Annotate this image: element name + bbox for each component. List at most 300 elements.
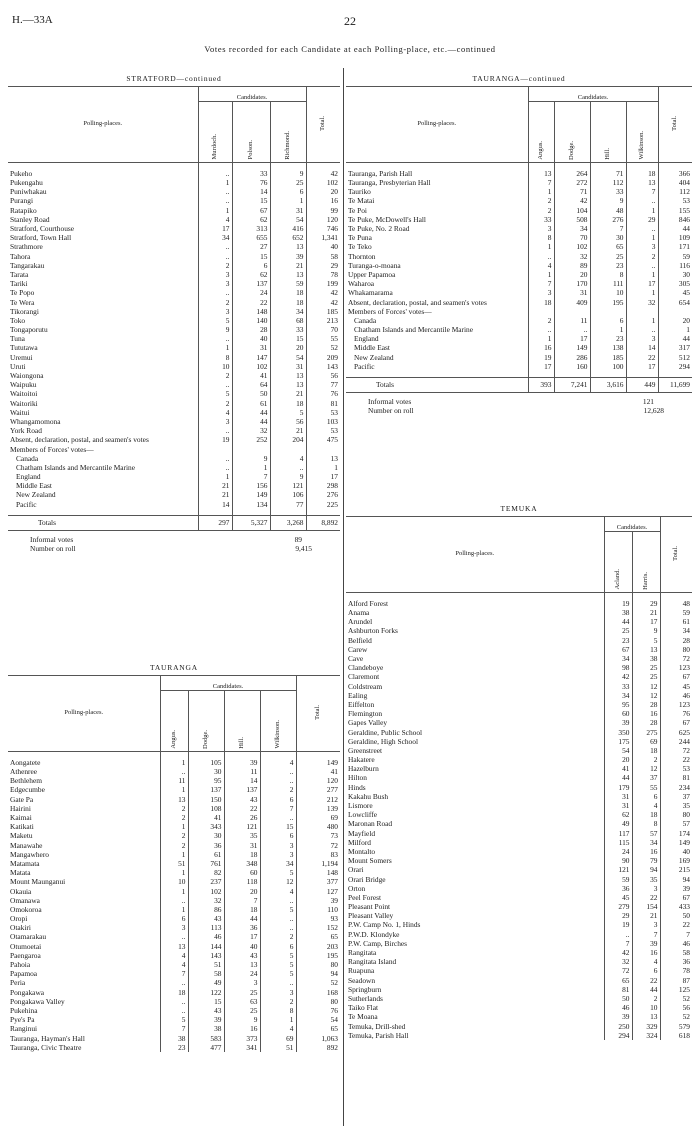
vote-count: 41 — [232, 371, 270, 380]
vote-count: 16 — [632, 847, 660, 856]
on-roll-value: 9,415 — [295, 544, 312, 554]
table-row — [8, 344, 340, 353]
polling-place-name: Te Teko — [348, 242, 372, 252]
row-total: 746 — [306, 224, 340, 233]
row-total: 120 — [296, 776, 340, 785]
polling-place-name: Katikati — [10, 822, 34, 832]
polling-place-name: Turanga-o-moana — [348, 260, 401, 270]
polling-place-name: Hilton — [348, 773, 367, 783]
vote-count: 286 — [554, 353, 590, 362]
row-total: 93 — [296, 914, 340, 923]
row-total: 475 — [306, 435, 340, 444]
vote-count: 1 — [626, 233, 658, 242]
vote-count: .. — [160, 1006, 188, 1015]
vote-count: 22 — [626, 353, 658, 362]
vote-count: 34 — [270, 307, 306, 316]
vote-count: 12 — [260, 877, 296, 886]
vote-count: 62 — [232, 215, 270, 224]
table-row — [8, 850, 340, 859]
table-row — [8, 914, 340, 923]
vote-count: 3 — [260, 850, 296, 859]
vote-count: 6 — [260, 832, 296, 841]
vote-count: .. — [260, 923, 296, 932]
polling-places-header: Polling-places. — [346, 517, 604, 593]
row-total: 53 — [658, 197, 692, 206]
vote-count: 18 — [270, 298, 306, 307]
polling-place-name: Mangawhero — [10, 849, 49, 859]
row-total: 1,063 — [296, 1034, 340, 1043]
vote-count — [528, 307, 554, 316]
vote-count: 7 — [626, 187, 658, 196]
row-total: 169 — [660, 856, 692, 865]
table-row — [8, 951, 340, 960]
vote-count: 13 — [270, 243, 306, 252]
vote-count: 33 — [528, 215, 554, 224]
polling-place-name: Hazelburn — [348, 764, 379, 774]
vote-count: 1 — [528, 270, 554, 279]
polling-place-name: Ealing — [348, 690, 368, 700]
row-total: 433 — [660, 902, 692, 911]
page-header — [12, 14, 688, 30]
table-row — [8, 408, 340, 417]
vote-count: 19 — [198, 435, 232, 444]
table-row — [346, 353, 692, 362]
vote-count: 17 — [528, 362, 554, 371]
vote-count: 94 — [632, 865, 660, 874]
polling-place-name: Mount Maunganui — [10, 877, 66, 887]
totals-label: Totals — [8, 515, 198, 530]
vote-count: 655 — [232, 233, 270, 242]
vote-count: 2 — [528, 316, 554, 325]
vote-count: 38 — [604, 608, 632, 617]
vote-count: 31 — [270, 206, 306, 215]
polling-place-name: Waitoitoi — [10, 389, 38, 399]
polling-place-name: Lowcliffe — [348, 810, 378, 820]
vote-count: 15 — [188, 997, 224, 1006]
candidate-name — [590, 102, 626, 163]
candidates-header: Candidates. — [604, 517, 660, 532]
vote-count: 38 — [160, 1034, 188, 1043]
vote-count: 4 — [632, 801, 660, 810]
table-row — [8, 896, 340, 905]
vote-count: 102 — [232, 362, 270, 371]
row-total: 42 — [306, 288, 340, 297]
table-row — [346, 673, 692, 682]
polling-place-name: Omokoroa — [10, 905, 42, 914]
table-row — [346, 829, 692, 838]
vote-count: 1 — [260, 1015, 296, 1024]
polling-place-name: Seadown — [348, 975, 376, 985]
row-total: 123 — [660, 700, 692, 709]
candidate-name — [632, 532, 660, 593]
table-row — [8, 371, 340, 380]
total-value: 7,241 — [554, 378, 590, 393]
vote-count: 30 — [590, 233, 626, 242]
row-total: 80 — [296, 960, 340, 969]
vote-count: 22 — [224, 804, 260, 813]
vote-count: .. — [626, 261, 658, 270]
polling-place-name: Te Popo — [10, 288, 35, 298]
table-row — [346, 902, 692, 911]
vote-count: 8 — [632, 820, 660, 829]
polling-places-header: Polling-places. — [8, 676, 160, 752]
vote-count: 21 — [632, 608, 660, 617]
candidate-label: Richmond. — [283, 130, 291, 160]
vote-count: .. — [198, 454, 232, 463]
polling-place-name: Te Wera — [10, 297, 35, 307]
table-row — [346, 1022, 692, 1031]
table-row — [346, 865, 692, 874]
vote-count: .. — [198, 334, 232, 343]
vote-count: 63 — [224, 997, 260, 1006]
vote-count: 31 — [604, 792, 632, 801]
table-row — [8, 979, 340, 988]
vote-count: 67 — [232, 206, 270, 215]
vote-count: 68 — [270, 316, 306, 325]
vote-count: 54 — [270, 353, 306, 362]
polling-place-name: Tikorangi — [10, 306, 39, 316]
row-total: 20 — [658, 316, 692, 325]
vote-count: 1 — [160, 868, 188, 877]
vote-count: 4 — [260, 887, 296, 896]
polling-place-name: Claremont — [348, 672, 380, 682]
vote-count: 11 — [554, 316, 590, 325]
row-total: 81 — [306, 399, 340, 408]
table-row — [8, 261, 340, 270]
polling-place-name: Edgecumbe — [10, 785, 45, 795]
vote-count: .. — [198, 169, 232, 178]
vote-count: 111 — [590, 279, 626, 288]
vote-count: 121 — [604, 865, 632, 874]
vote-count: 156 — [232, 481, 270, 490]
row-total: 55 — [306, 334, 340, 343]
vote-count — [626, 307, 658, 316]
polling-place-name: Temuka, Parish Hall — [348, 1030, 409, 1040]
polling-place-name: England — [16, 472, 41, 482]
vote-count: 62 — [232, 270, 270, 279]
polling-place-name: Tongaporutu — [10, 325, 48, 335]
table-row — [8, 279, 340, 288]
table-row — [8, 472, 340, 481]
vote-count: 17 — [632, 617, 660, 626]
vote-count: 102 — [554, 243, 590, 252]
vote-count: 343 — [188, 822, 224, 831]
vote-count: 44 — [604, 617, 632, 626]
vote-count: 86 — [188, 905, 224, 914]
vote-count: 35 — [632, 875, 660, 884]
vote-count: 15 — [260, 822, 296, 831]
vote-count: 31 — [270, 362, 306, 371]
vote-count: 3 — [632, 921, 660, 930]
row-total: 404 — [658, 178, 692, 187]
vote-count: 122 — [188, 988, 224, 997]
table-row — [346, 847, 692, 856]
vote-count: 373 — [224, 1034, 260, 1043]
vote-count: 477 — [188, 1043, 224, 1052]
vote-count: 4 — [198, 215, 232, 224]
vote-count: 72 — [604, 967, 632, 976]
vote-count: 10 — [632, 1003, 660, 1012]
table-row — [8, 252, 340, 261]
table-row — [346, 801, 692, 810]
number-on-roll-row — [346, 406, 692, 415]
vote-count: .. — [198, 197, 232, 206]
polling-place-name: Tauranga, Civic Theatre — [10, 1042, 82, 1052]
table-row — [346, 700, 692, 709]
vote-count: .. — [198, 252, 232, 261]
vote-count: 65 — [604, 976, 632, 985]
vote-count: 59 — [270, 279, 306, 288]
polling-place-name: Te Puna — [348, 233, 372, 243]
polling-place-name: Mayfield — [348, 828, 376, 838]
table-row — [346, 663, 692, 672]
polling-place-name: Peel Forest — [348, 893, 382, 902]
vote-count: 31 — [232, 344, 270, 353]
polling-place-name: Rangitata Island — [348, 957, 397, 967]
vote-count: 21 — [198, 491, 232, 500]
vote-count: 11 — [224, 767, 260, 776]
vote-count: 65 — [590, 243, 626, 252]
polling-place-name: Paengaroa — [10, 950, 41, 960]
vote-count: 8 — [590, 270, 626, 279]
vote-count: 56 — [270, 417, 306, 426]
vote-count: 95 — [604, 700, 632, 709]
vote-count: 23 — [160, 1043, 188, 1052]
temuka-table — [346, 516, 692, 1040]
table-row — [8, 445, 340, 454]
vote-count: 34 — [632, 838, 660, 847]
vote-count: 62 — [604, 810, 632, 819]
row-total: 52 — [660, 994, 692, 1003]
vote-count: 70 — [554, 233, 590, 242]
vote-count: 18 — [270, 399, 306, 408]
vote-count: .. — [198, 288, 232, 297]
vote-count: .. — [160, 979, 188, 988]
total-value: 5,327 — [232, 515, 270, 530]
table-row — [346, 654, 692, 663]
polling-place-name: Ranginui — [10, 1024, 38, 1034]
candidate-name — [626, 102, 658, 163]
row-total: 30 — [658, 270, 692, 279]
vote-count: 13 — [270, 371, 306, 380]
row-total: 109 — [658, 233, 692, 242]
row-total: 139 — [296, 804, 340, 813]
polling-place-name: P.W. Camp No. 1, Hinds — [348, 920, 421, 930]
vote-count: 69 — [632, 737, 660, 746]
row-total: 127 — [296, 887, 340, 896]
total-value: 3,268 — [270, 515, 306, 530]
polling-place-name: Te Puke, No. 2 Road — [348, 224, 410, 234]
vote-count: 1 — [590, 325, 626, 334]
polling-place-name: Alford Forest — [348, 599, 389, 608]
vote-count: 7 — [160, 969, 188, 978]
candidate-label: Dodge. — [567, 140, 575, 160]
vote-count: 14 — [232, 187, 270, 196]
row-total: 42 — [306, 298, 340, 307]
vote-count: 29 — [626, 215, 658, 224]
vote-count: 175 — [604, 737, 632, 746]
vote-count: 138 — [590, 344, 626, 353]
table-row — [8, 969, 340, 978]
polling-place-name: Pye's Pa — [10, 1015, 35, 1025]
vote-count: 16 — [632, 948, 660, 957]
vote-count: 13 — [528, 169, 554, 178]
row-total: 37 — [660, 792, 692, 801]
polling-place-name: Peria — [10, 978, 26, 988]
vote-count: 13 — [626, 178, 658, 187]
polling-place-name: Gapes Valley — [348, 718, 388, 728]
row-total: 77 — [306, 380, 340, 389]
vote-count: 76 — [232, 178, 270, 187]
row-total: 44 — [658, 334, 692, 343]
polling-place-name: Middle East — [354, 343, 390, 353]
table-row — [346, 764, 692, 773]
table-row — [346, 288, 692, 297]
table-row — [346, 307, 692, 316]
informal-value: 89 — [294, 534, 302, 544]
vote-count: 34 — [554, 224, 590, 233]
table-row — [8, 288, 340, 297]
vote-count: 5 — [198, 316, 232, 325]
table-row — [8, 307, 340, 316]
vote-count: 98 — [604, 663, 632, 672]
row-total: 654 — [658, 298, 692, 307]
polling-place-name: Bethlehem — [10, 776, 43, 786]
vote-count: 7 — [590, 224, 626, 233]
table-row — [8, 481, 340, 490]
polling-place-name: Matamata — [10, 859, 40, 868]
vote-count: 51 — [260, 1043, 296, 1052]
vote-count: 3 — [198, 270, 232, 279]
row-total: 305 — [658, 279, 692, 288]
vote-count: 5 — [198, 390, 232, 399]
row-total: 103 — [306, 417, 340, 426]
vote-count: 137 — [188, 786, 224, 795]
row-total: 80 — [296, 997, 340, 1006]
row-total: 53 — [306, 408, 340, 417]
totals-row — [8, 515, 340, 530]
vote-count: 185 — [590, 353, 626, 362]
vote-count: 60 — [224, 868, 260, 877]
vote-count: .. — [160, 933, 188, 942]
vote-count: 137 — [224, 786, 260, 795]
table-row — [8, 224, 340, 233]
polling-place-name: Canada — [354, 316, 377, 325]
table-row — [8, 390, 340, 399]
polling-place-name: Purangi — [10, 196, 33, 206]
vote-count: 29 — [632, 599, 660, 608]
row-total: 276 — [306, 491, 340, 500]
polling-place-name: Absent, declaration, postal, and seamen's votes — [10, 435, 149, 445]
table-row — [346, 682, 692, 691]
vote-count: 350 — [604, 728, 632, 737]
polling-place-name: Papamoa — [10, 969, 38, 979]
candidate-label: Murdoch. — [210, 134, 218, 160]
row-total: 112 — [658, 187, 692, 196]
row-total: 298 — [306, 481, 340, 490]
vote-count: 13 — [270, 380, 306, 389]
row-total: 42 — [306, 169, 340, 178]
row-total: 40 — [306, 243, 340, 252]
vote-count: 28 — [232, 325, 270, 334]
polling-place-name: England — [354, 334, 379, 344]
candidate-label: Angus. — [536, 140, 544, 160]
polling-place-name: Pahoia — [10, 960, 31, 970]
polling-place-name: Stratford, Courthouse — [10, 224, 75, 234]
vote-count: .. — [528, 252, 554, 261]
row-total: 65 — [296, 933, 340, 942]
candidate-label: Dodge. — [201, 729, 209, 749]
polling-place-name: Members of Forces' votes— — [348, 306, 432, 316]
row-total: 195 — [296, 951, 340, 960]
row-total: 480 — [296, 822, 340, 831]
vote-count: 20 — [270, 344, 306, 353]
polling-place-name: Arundel — [348, 617, 373, 627]
table-row — [8, 905, 340, 914]
vote-count: 46 — [604, 1003, 632, 1012]
table-row — [346, 243, 692, 252]
vote-count: 25 — [604, 627, 632, 636]
row-total: 72 — [660, 746, 692, 755]
vote-count: 7 — [528, 279, 554, 288]
polling-place-name: Orari — [348, 865, 364, 875]
table-row — [8, 933, 340, 942]
polling-place-name: Pukehina — [10, 1006, 38, 1015]
row-total: 52 — [660, 1012, 692, 1021]
vote-count: 6 — [632, 792, 660, 801]
vote-count: 54 — [270, 215, 306, 224]
candidate-label: Angus. — [169, 729, 177, 749]
table-row — [8, 435, 340, 444]
polling-place-name: Te Poi — [348, 205, 367, 215]
vote-count: 22 — [632, 893, 660, 902]
polling-place-name: Mount Somers — [348, 856, 392, 866]
vote-count: 31 — [224, 841, 260, 850]
row-total: 67 — [660, 893, 692, 902]
vote-count: 7 — [632, 930, 660, 939]
vote-count: 13 — [160, 942, 188, 951]
table-row — [8, 758, 340, 767]
vote-count: 27 — [232, 243, 270, 252]
row-total: 29 — [306, 261, 340, 270]
vote-count: .. — [260, 813, 296, 822]
vote-count: 160 — [554, 362, 590, 371]
number-on-roll-row — [8, 544, 340, 553]
polling-place-name: Kakahu Bush — [348, 791, 389, 801]
vote-count: 39 — [604, 718, 632, 727]
vote-count: 1 — [160, 758, 188, 767]
table-row — [346, 921, 692, 930]
table-row — [8, 316, 340, 325]
vote-count: 24 — [224, 969, 260, 978]
row-total: 377 — [296, 877, 340, 886]
row-total: 209 — [306, 353, 340, 362]
vote-count: 21 — [198, 481, 232, 490]
table-row — [8, 923, 340, 932]
vote-count: 11 — [160, 776, 188, 785]
table-row — [8, 463, 340, 472]
vote-count: 21 — [270, 261, 306, 270]
total-value: 3,616 — [590, 378, 626, 393]
vote-count: 3 — [626, 334, 658, 343]
polling-place-name: Gate Pa — [10, 794, 34, 804]
polling-place-name: Whangamomona — [10, 417, 61, 426]
vote-count: 9 — [232, 454, 270, 463]
vote-count: 112 — [590, 178, 626, 187]
vote-count: 4 — [528, 261, 554, 270]
vote-count: 18 — [270, 288, 306, 297]
vote-count: 19 — [604, 921, 632, 930]
